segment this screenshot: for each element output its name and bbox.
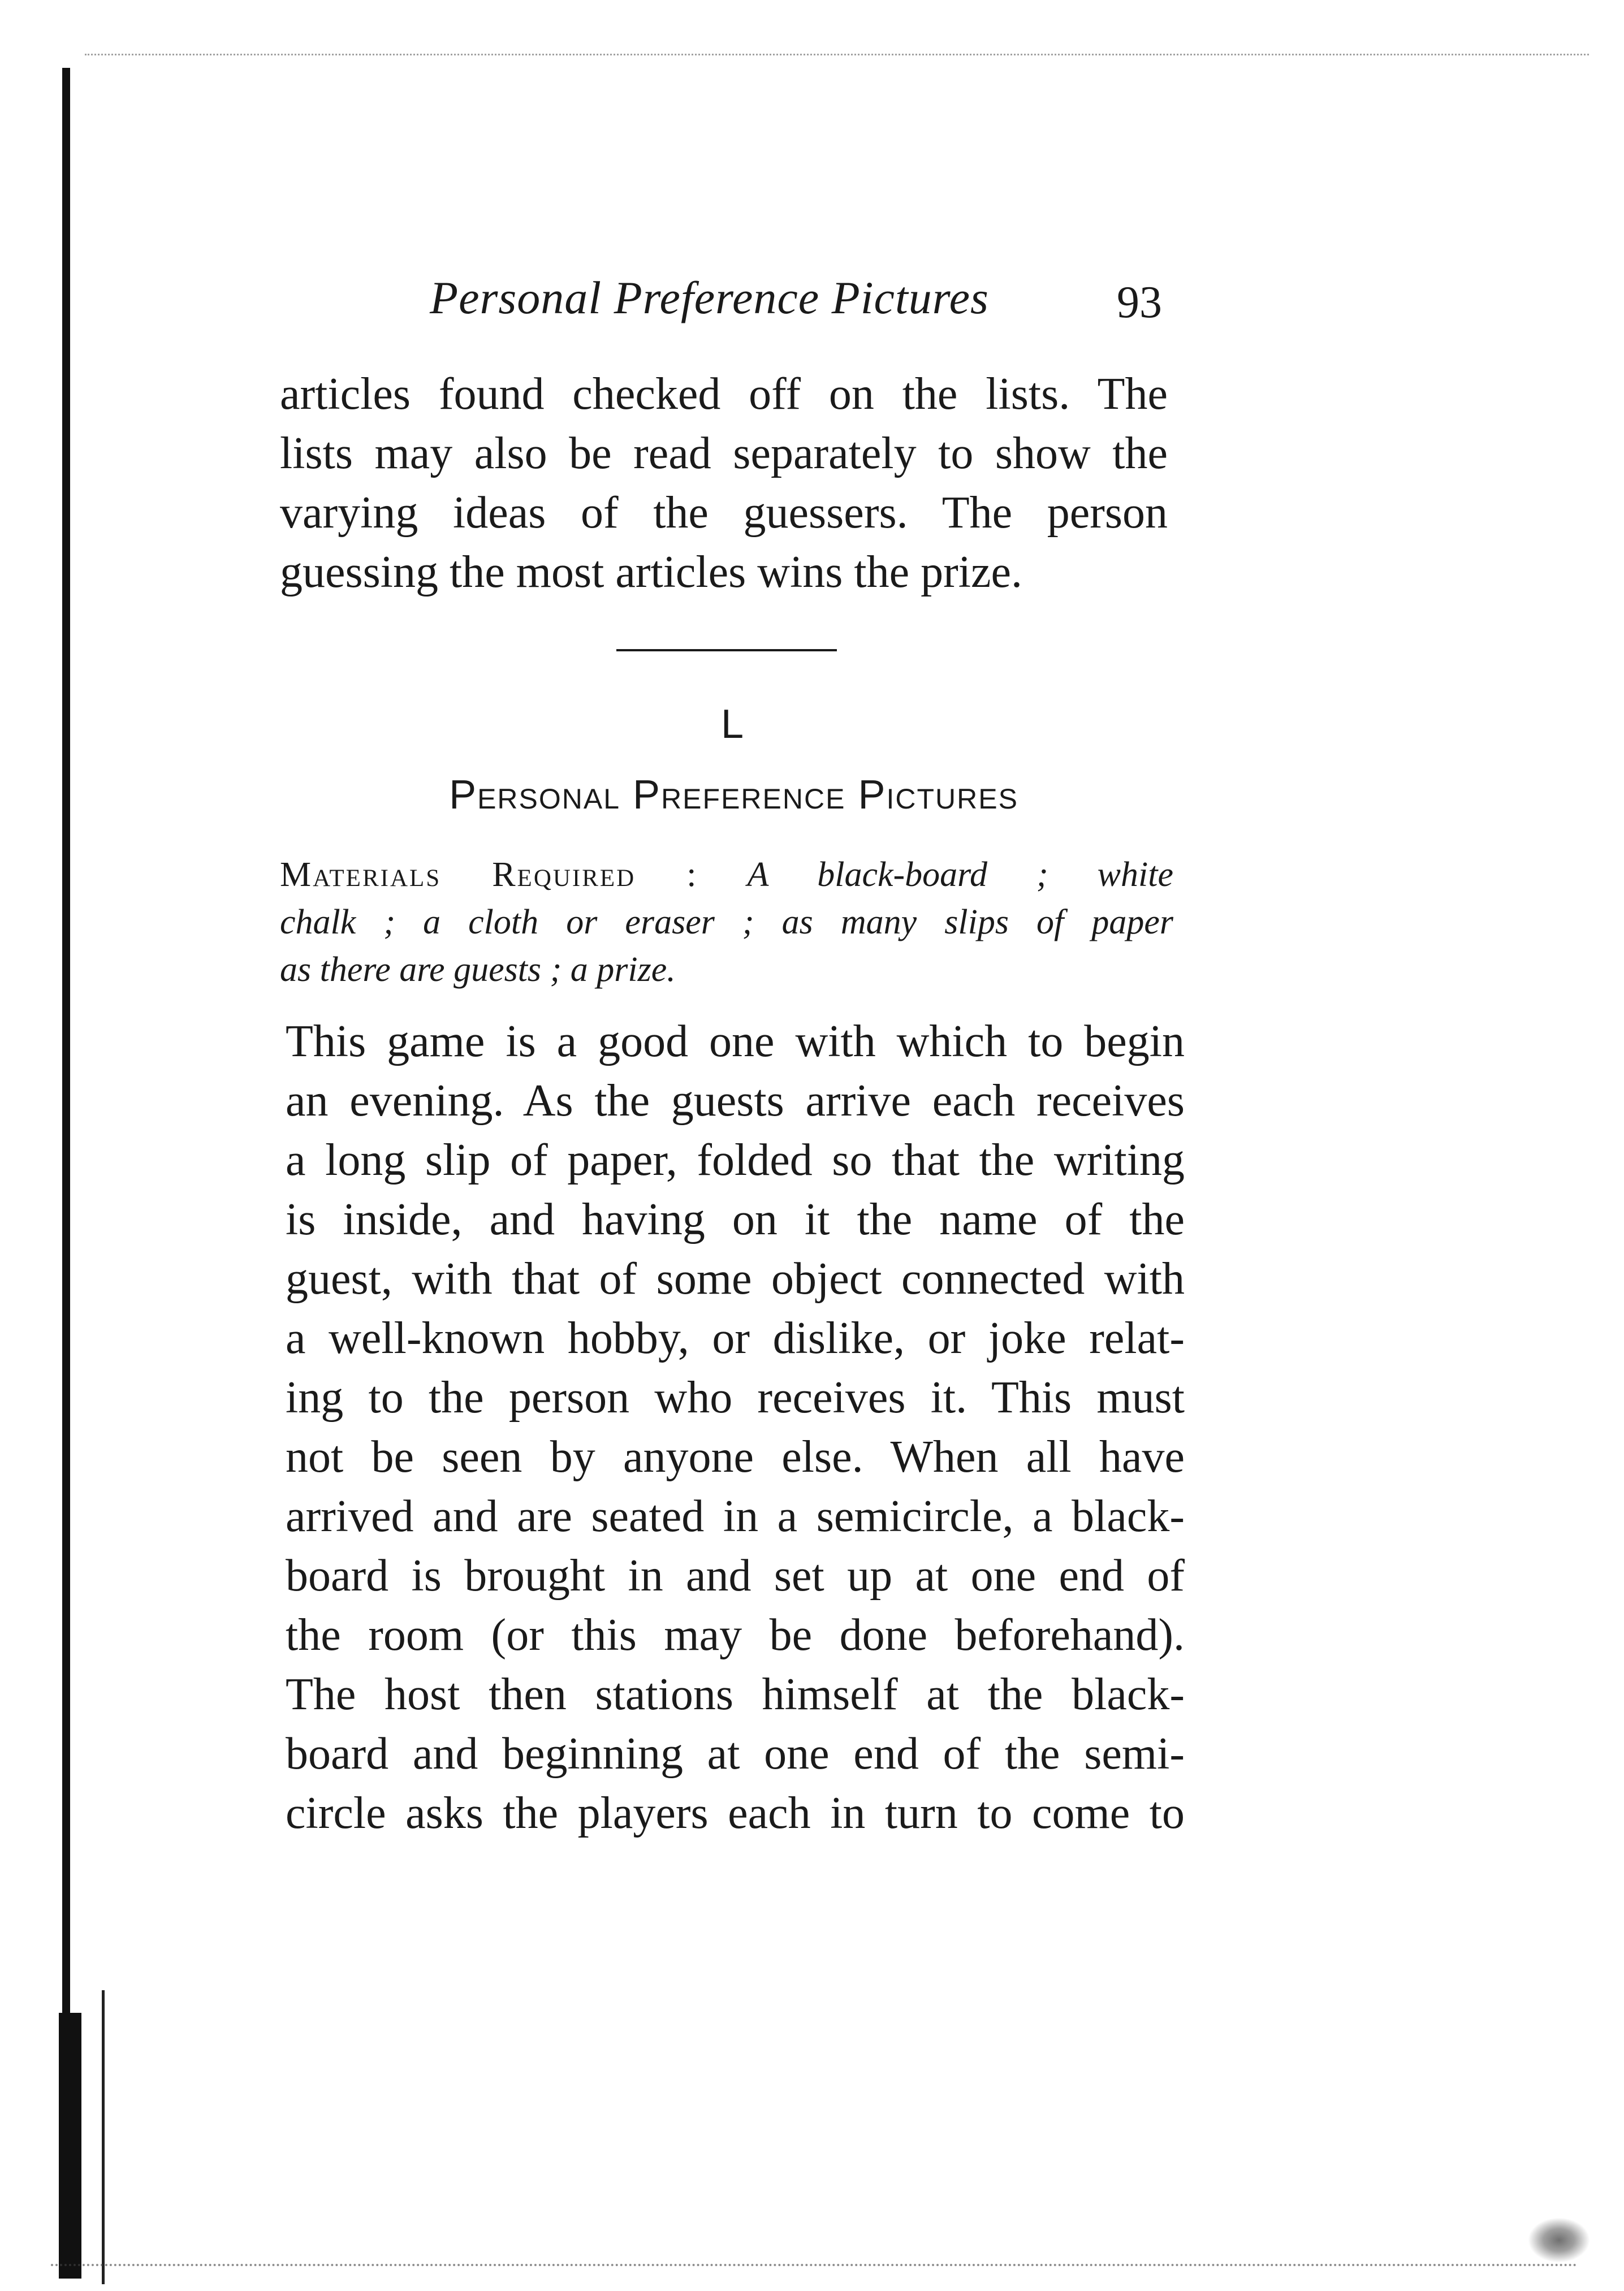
paragraph-line: board and beginning at one end of the semi- (286, 1729, 1185, 1779)
body-paragraph (286, 1012, 1185, 1843)
section-divider-rule (616, 649, 837, 651)
scan-top-edge-speckle (85, 54, 1589, 61)
materials-line: chalk ; a cloth or eraser ; as many slips of paper (280, 903, 1173, 941)
paragraph-line: ing to the person who receives it. This must (286, 1373, 1185, 1423)
materials-required (280, 851, 1173, 993)
paragraph-line: guest, with that of some object connected with (286, 1254, 1185, 1304)
paragraph-line: a well-known hobby, or dislike, or joke relat- (286, 1313, 1185, 1363)
scan-corner-smudge (1528, 2217, 1590, 2263)
scan-binding-shadow (62, 68, 70, 2273)
materials-text: A black-board ; white (747, 855, 1173, 894)
running-head-title: Personal Preference Pictures (430, 272, 989, 323)
continued-paragraph (280, 365, 1168, 602)
paragraph-line: circle asks the players each in turn to come to (286, 1788, 1185, 1838)
scan-binding-shadow-lower (59, 2013, 81, 2279)
page-number: 93 (1117, 278, 1162, 327)
section-numeral: L (720, 702, 744, 747)
materials-line: as there are guests ; a prize. (280, 950, 676, 989)
scan-bottom-edge-speckle (51, 2256, 1578, 2266)
paragraph-line: an evening. As the guests arrive each receives (286, 1076, 1185, 1126)
materials-line (280, 851, 1173, 898)
scan-binding-line (102, 1990, 105, 2284)
materials-label: Materials Required : (280, 855, 698, 894)
paragraph-line: a long slip of paper, folded so that the writing (286, 1135, 1185, 1185)
paragraph-line: board is brought in and set up at one end of (286, 1551, 1185, 1601)
paragraph-line: is inside, and having on it the name of the (286, 1195, 1185, 1244)
paragraph-line: articles found checked off on the lists. The (280, 369, 1168, 419)
paragraph-line: not be seen by anyone else. When all have (286, 1432, 1185, 1482)
paragraph-line: varying ideas of the guessers. The person (280, 488, 1168, 538)
paragraph-line: The host then stations himself at the black- (286, 1670, 1185, 1719)
paragraph-line: the room (or this may be done beforehand). (286, 1610, 1185, 1660)
section-title: Personal Preference Pictures (449, 772, 1018, 818)
paragraph-line: guessing the most articles wins the prize. (280, 547, 1023, 597)
paragraph-line: This game is a good one with which to begin (286, 1017, 1185, 1066)
paragraph-line: arrived and are seated in a semicircle, a black- (286, 1492, 1185, 1541)
paragraph-line: lists may also be read separately to show the (280, 429, 1168, 478)
